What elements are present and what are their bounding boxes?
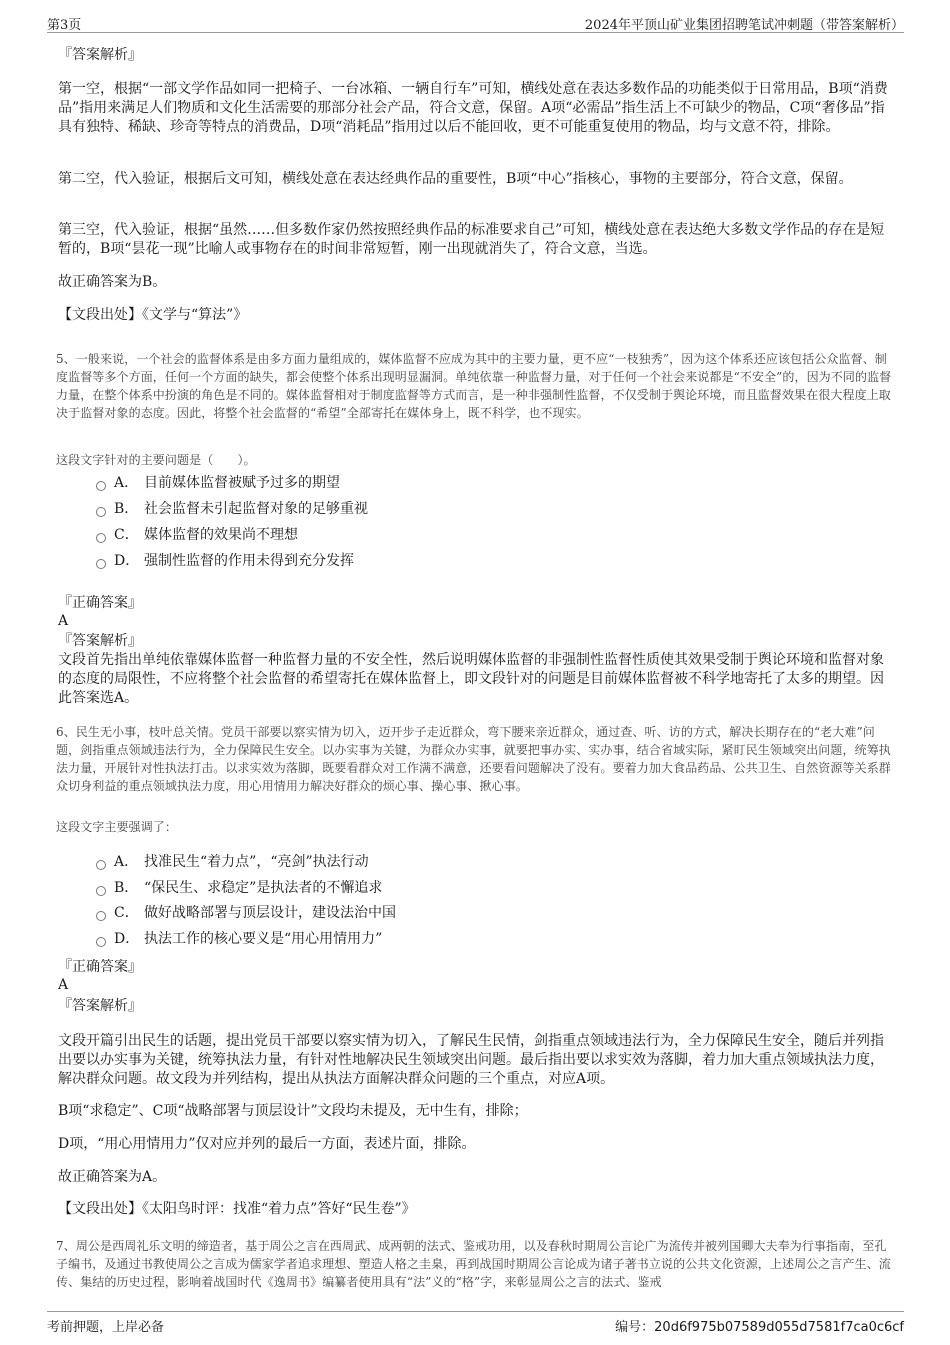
q6-option-b[interactable]: B． “保民生、求稳定”是执法者的不懈追求: [96, 878, 382, 898]
q5-option-c[interactable]: C． 媒体监督的效果尚不理想: [96, 525, 298, 545]
q4-analysis-para-3: 第三空，代入验证，根据“虽然……但多数作家仍然按照经典作品的标准要求自己”可知，横线处意在表达绝大多数文学作品的存在是短暂的，B项“昙花一现”比喻人或事物存在的时间非常短暂，刚一出现就消失了，符合文意，当选。: [58, 222, 885, 257]
page-number: 第3页: [47, 18, 82, 33]
q6-analysis-1: 文段开篇引出民生的话题，提出党员干部要以察实情为切入，了解民生民情，剑指重点领域违法行为，全力保障民生安全，随后并列指出要以办实事为关键，统筹执法力量，有针对性地解决民生领域突出问题。最后指出要以求实效为落脚，着力加大重点领域执法力度，解决群众问题。故文段为并列结构，提出从执法方面解决群众问题的三个重点，对应A项。: [58, 1033, 884, 1087]
q6-analysis-3: D项，“用心用情用力”仅对应并列的最后一方面，表述片面，排除。: [58, 1136, 476, 1152]
q6-analysis-2: B项“求稳定”、C项“战略部署与顶层设计”文段均未提及，无中生有，排除；: [58, 1103, 528, 1119]
radio-icon[interactable]: [96, 559, 106, 569]
q5-analysis-label: 『答案解析』: [58, 633, 142, 649]
document-title: 2024年平顶山矿业集团招聘笔试冲刺题（带答案解析）: [584, 18, 904, 33]
q4-conclusion: 故正确答案为B。: [58, 274, 167, 290]
footer-slogan: 考前押题，上岸必备: [47, 1320, 165, 1335]
radio-icon[interactable]: [96, 533, 106, 543]
q4-source: 【文段出处】《文学与“算法”》: [58, 307, 248, 323]
q6-option-c[interactable]: C． 做好战略部署与顶层设计，建设法治中国: [96, 903, 396, 923]
q4-analysis-para-1: 第一空，根据“一部文学作品如同一把椅子、一台冰箱、一辆自行车”可知，横线处意在表达多数作品的功能类似于日常用品，B项“消费品”指用来满足人们物质和文化生活需要的那部分社会产品，符合文意，保留。A项“必需品”指生活上不可缺少的物品，C项“奢侈品”指具有独特、稀缺、珍奇等特点的消费品，D项“消耗品”指用过以后不能回收，更不可能重复使用的物品，均与文意不符，排除。: [58, 81, 888, 135]
q5-answer-label: 『正确答案』: [58, 595, 142, 611]
q5-analysis: 文段首先指出单纯依靠媒体监督一种监督力量的不安全性，然后说明媒体监督的非强制性监督性质使其效果受制于舆论环境和监督对象的态度的局限性，不应将整个社会监督的希望寄托在媒体监督上，即文段针对的问题是目前媒体监督被不科学地寄托了太多的期望。因此答案选A。: [58, 652, 884, 706]
q7-stem: 7、周公是西周礼乐文明的缔造者，基于周公之言在西周武、成两朝的法式、鉴戒功用，以及春秋时期周公言论广为流传并被列国卿大夫奉为行事指南，至孔子编书，及通过书教使周公之言成为儒家学者追求理想、塑造人格之圭臬，再到战国时期周公言论成为诸子著书立说的公共文化资源，上述周公之言产生、流传、集结的历史过程，影响着战国时代《逸周书》编纂者使用具有“法”义的“格”字，来彰显周公之言的法式、鉴戒: [56, 1239, 891, 1289]
document-code: [615, 1316, 904, 1335]
page-header: [47, 12, 904, 33]
q6-answer: A: [58, 977, 69, 993]
q6-stem: 6、民生无小事，枝叶总关情。党员干部要以察实情为切入，迈开步子走近群众，弯下腰来亲近群众，通过查、听、访的方式，解决长期存在的“老大难”问题，剑指重点领域违法行为，全力保障民生安全。以办实事为关键，为群众办实事，就要把事办实、实办事，结合省域实际，紧盯民生领域突出问题，统筹执法力量，开展针对性执法打击。以求实效为落脚，既要看群众对工作满不满意，还要看问题解决了没有。要着力加大食品药品、公共卫生、自然资源等关系群众切身利益的重点领域执法力度，用心用情用力解决好群众的烦心事、操心事、揪心事。: [56, 725, 891, 793]
radio-icon[interactable]: [96, 507, 106, 517]
q6-conclusion: 故正确答案为A。: [58, 1169, 167, 1185]
q4-analysis-label: 『答案解析』: [58, 47, 142, 63]
q5-option-d[interactable]: D． 强制性监督的作用未得到充分发挥: [96, 551, 354, 571]
radio-icon[interactable]: [96, 937, 106, 947]
q5-option-a[interactable]: A． 目前媒体监督被赋予过多的期望: [96, 473, 340, 493]
q6-option-a[interactable]: A． 找准民生“着力点”，“亮剑”执法行动: [96, 852, 369, 872]
code-value: 20d6f975b07589d055d7581f7ca0c6cf: [654, 1320, 904, 1335]
q6-answer-label: 『正确答案』: [58, 959, 142, 975]
code-label: 编号：: [615, 1320, 655, 1335]
q6-source: 【文段出处】《太阳鸟时评：找准“着力点”答好“民生卷”》: [58, 1201, 416, 1217]
radio-icon[interactable]: [96, 860, 106, 870]
q4-analysis-para-2: 第二空，代入验证，根据后文可知，横线处意在表达经典作品的重要性，B项“中心”指核心，事物的主要部分，符合文意，保留。: [58, 171, 853, 187]
q6-option-d[interactable]: D． 执法工作的核心要义是“用心用情用力”: [96, 929, 382, 949]
q6-analysis-label: 『答案解析』: [58, 998, 142, 1014]
page-footer: [47, 1311, 904, 1334]
q5-question: 这段文字针对的主要问题是（ ）。: [56, 453, 256, 467]
q5-stem: 5、一般来说，一个社会的监督体系是由多方面力量组成的，媒体监督不应成为其中的主要力量，更不应“一枝独秀”，因为这个体系还应该包括公众监督、制度监督等多个方面，任何一个方面的缺失，都会使整个体系出现明显漏洞。单纯依靠一种监督力量，对于任何一个社会来说都是“不安全”的，因为不同的监督力量，在整个体系中扮演的角色是不同的。媒体监督相对于制度监督等方式而言，是一种非强制性监督，不仅受制于舆论环境，而且监督效果在很大程度上取决于监督对象的态度。因此，将整个社会监督的“希望”全部寄托在媒体身上，既不科学，也不现实。: [56, 352, 892, 420]
radio-icon[interactable]: [96, 481, 106, 491]
q5-answer: A: [58, 613, 69, 629]
radio-icon[interactable]: [96, 886, 106, 896]
radio-icon[interactable]: [96, 911, 106, 921]
q6-question: 这段文字主要强调了：: [56, 820, 178, 834]
q5-option-b[interactable]: B． 社会监督未引起监督对象的足够重视: [96, 499, 368, 519]
